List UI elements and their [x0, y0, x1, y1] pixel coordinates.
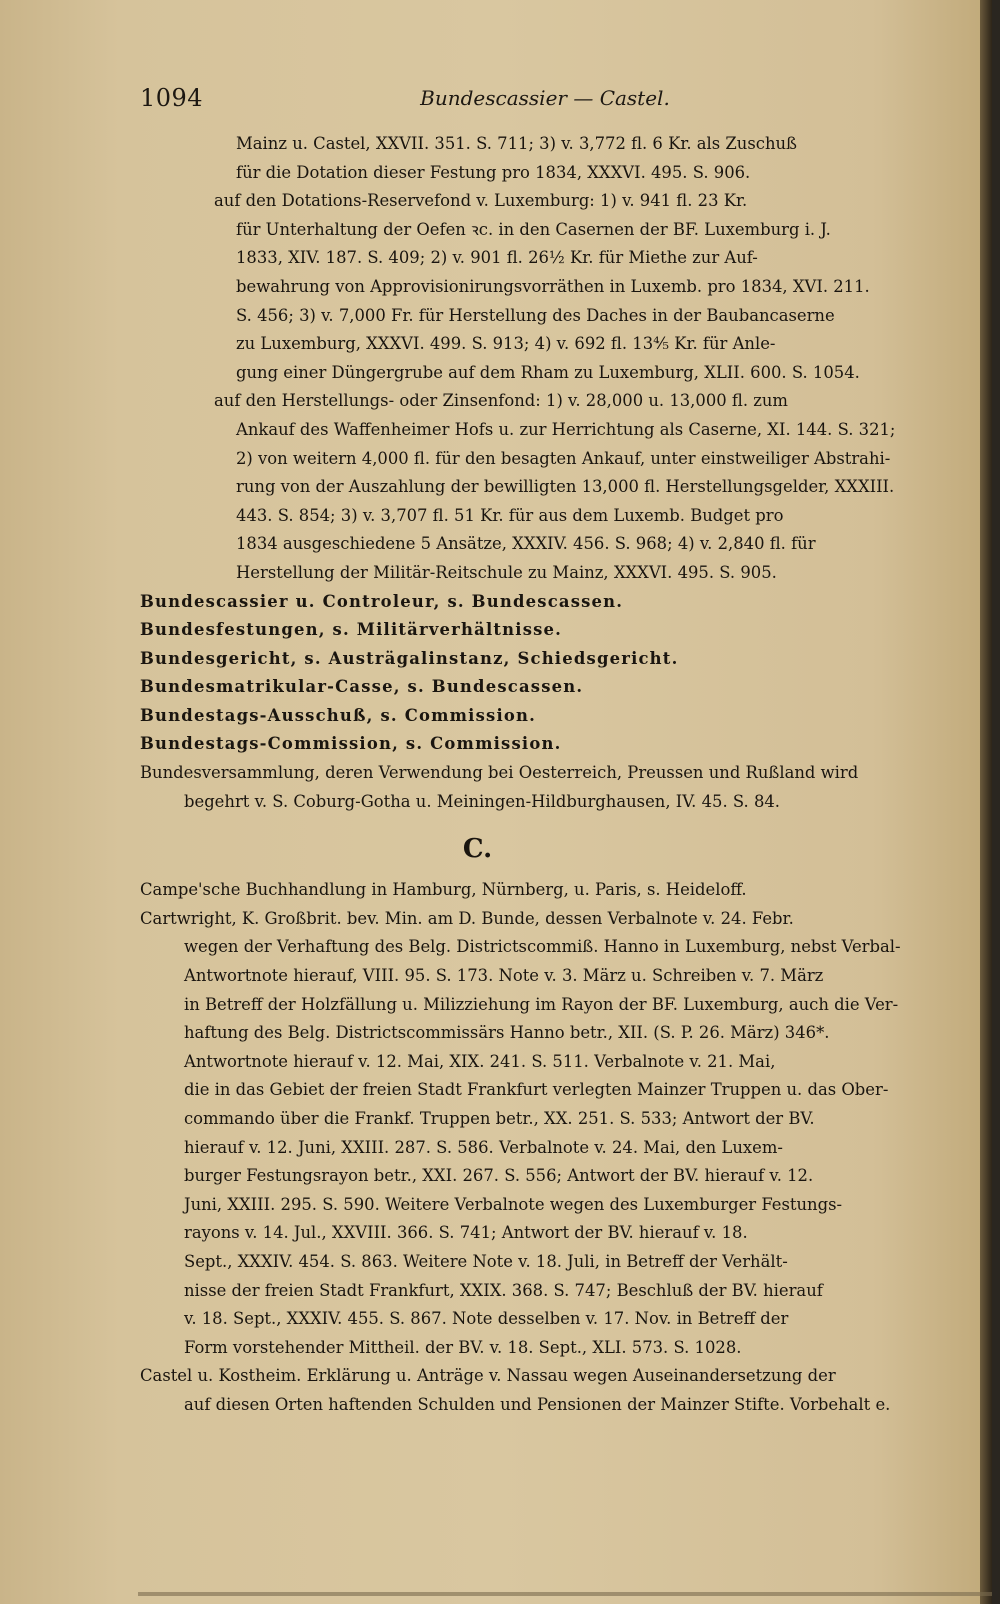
index-entry: Bundesgericht, s. Austrägalinstanz, Schiedsgericht.	[140, 648, 679, 668]
text-line: 443. S. 854; 3) v. 3,707 fl. 51 Kr. für aus dem Luxemb. Budget pro	[236, 505, 784, 525]
text-line: 1833, XIV. 187. S. 409; 2) v. 901 fl. 26½ Kr. für Miethe zur Auf-	[236, 248, 758, 268]
text-line: haftung des Belg. Districtscommissärs Hanno betr., XII. (S. P. 26. März) 346*.	[184, 1023, 830, 1043]
text-line: 2) von weitern 4,000 fl. für den besagten Ankauf, unter einstweiliger Abstrahi-	[236, 448, 891, 468]
index-entry: Cartwright, K. Großbrit. bev. Min. am D. Bunde, dessen Verbalnote v. 24. Febr.	[140, 908, 794, 928]
text-line: für die Dotation dieser Festung pro 1834, XXXVI. 495. S. 906.	[236, 162, 751, 182]
text-line: Form vorstehender Mittheil. der BV. v. 18. Sept., XLI. 573. S. 1028.	[184, 1337, 742, 1357]
text-line: v. 18. Sept., XXXIV. 455. S. 867. Note desselben v. 17. Nov. in Betreff der	[184, 1309, 789, 1329]
text-line: Ankauf des Waffenheimer Hofs u. zur Herrichtung als Caserne, XI. 144. S. 321;	[236, 419, 896, 439]
bottom-edge-rule	[138, 1592, 992, 1596]
text-line: S. 456; 3) v. 7,000 Fr. für Herstellung des Daches in der Baubancaserne	[236, 305, 835, 325]
index-entry: Bundesmatrikular-Casse, s. Bundescassen.	[140, 677, 584, 697]
index-entry: Bundestags-Ausschuß, s. Commission.	[140, 705, 537, 725]
index-entry: Bundesversammlung, deren Verwendung bei Oesterreich, Preussen und Rußland wird	[140, 763, 859, 783]
index-entry: Bundescassier u. Controleur, s. Bundescassen.	[140, 591, 624, 611]
text-line: begehrt v. S. Coburg-Gotha u. Meiningen-Hildburghausen, IV. 45. S. 84.	[184, 791, 781, 811]
book-spine-shadow	[980, 0, 992, 1604]
page-number: 1094	[140, 84, 204, 112]
text-line: 1834 ausgeschiedene 5 Ansätze, XXXIV. 456. S. 968; 4) v. 2,840 fl. für	[236, 534, 816, 554]
text-line: bewahrung von Approvisionirungsvorräthen in Luxemb. pro 1834, XVI. 211.	[236, 276, 870, 296]
text-line: auf den Dotations-Reservefond v. Luxemburg: 1) v. 941 fl. 23 Kr.	[214, 191, 748, 211]
index-entry: Bundestags-Commission, s. Commission.	[140, 734, 562, 754]
text-line: burger Festungsrayon betr., XXI. 267. S. 556; Antwort der BV. hierauf v. 12.	[184, 1166, 814, 1186]
page-header	[140, 84, 950, 124]
text-line: für Unterhaltung der Oefen ꝛc. in den Casernen der BF. Luxemburg i. J.	[236, 219, 831, 239]
running-head: Bundescassier — Castel.	[420, 86, 670, 110]
text-line: Antwortnote hierauf v. 12. Mai, XIX. 241. S. 511. Verbalnote v. 21. Mai,	[184, 1051, 776, 1071]
text-line: Sept., XXXIV. 454. S. 863. Weitere Note v. 18. Juli, in Betreff der Verhält-	[184, 1251, 788, 1271]
text-line: in Betreff der Holzfällung u. Milizziehung im Rayon der BF. Luxemburg, auch die Ver-	[184, 994, 899, 1014]
text-line: rayons v. 14. Jul., XXVIII. 366. S. 741; Antwort der BV. hierauf v. 18.	[184, 1223, 748, 1243]
text-line: rung von der Auszahlung der bewilligten 13,000 fl. Herstellungsgelder, XXXIII.	[236, 477, 895, 497]
text-line: Juni, XXIII. 295. S. 590. Weitere Verbalnote wegen des Luxemburger Festungs-	[184, 1194, 843, 1214]
text-line: hierauf v. 12. Juni, XXIII. 287. S. 586. Verbalnote v. 24. Mai, den Luxem-	[184, 1137, 783, 1157]
text-line: wegen der Verhaftung des Belg. Districtscommiß. Hanno in Luxemburg, nebst Verbal-	[184, 937, 901, 957]
text-line: gung einer Düngergrube auf dem Rham zu Luxemburg, XLII. 600. S. 1054.	[236, 362, 860, 382]
text-line: auf den Herstellungs- oder Zinsenfond: 1) v. 28,000 u. 13,000 fl. zum	[214, 391, 788, 411]
index-entry: Campe'sche Buchhandlung in Hamburg, Nürnberg, u. Paris, s. Heideloff.	[140, 880, 747, 900]
text-line: commando über die Frankf. Truppen betr., XX. 251. S. 533; Antwort der BV.	[184, 1109, 815, 1128]
index-entry: Castel u. Kostheim. Erklärung u. Anträge v. Nassau wegen Auseinandersetzung der	[140, 1366, 836, 1386]
text-line: auf diesen Orten haftenden Schulden und Pensionen der Mainzer Stifte. Vorbehalt e.	[184, 1394, 891, 1414]
text-line: nisse der freien Stadt Frankfurt, XXIX. 368. S. 747; Beschluß der BV. hierauf	[184, 1280, 823, 1300]
index-entry: Bundesfestungen, s. Militärverhältnisse.	[140, 620, 563, 640]
text-line: Mainz u. Castel, XXVII. 351. S. 711; 3) v. 3,772 fl. 6 Kr. als Zuschuß	[236, 134, 798, 153]
index-text	[140, 130, 955, 1420]
text-line: Herstellung der Militär-Reitschule zu Mainz, XXXVI. 495. S. 905.	[236, 562, 777, 582]
section-letter-heading: C.	[462, 834, 493, 865]
text-line: zu Luxemburg, XXXVI. 499. S. 913; 4) v. 692 fl. 13⅘ Kr. für Anle-	[236, 334, 776, 354]
text-line: die in das Gebiet der freien Stadt Frankfurt verlegten Mainzer Truppen u. das Ober-	[184, 1080, 889, 1100]
text-line: Antwortnote hierauf, VIII. 95. S. 173. Note v. 3. März u. Schreiben v. 7. März	[184, 966, 824, 986]
